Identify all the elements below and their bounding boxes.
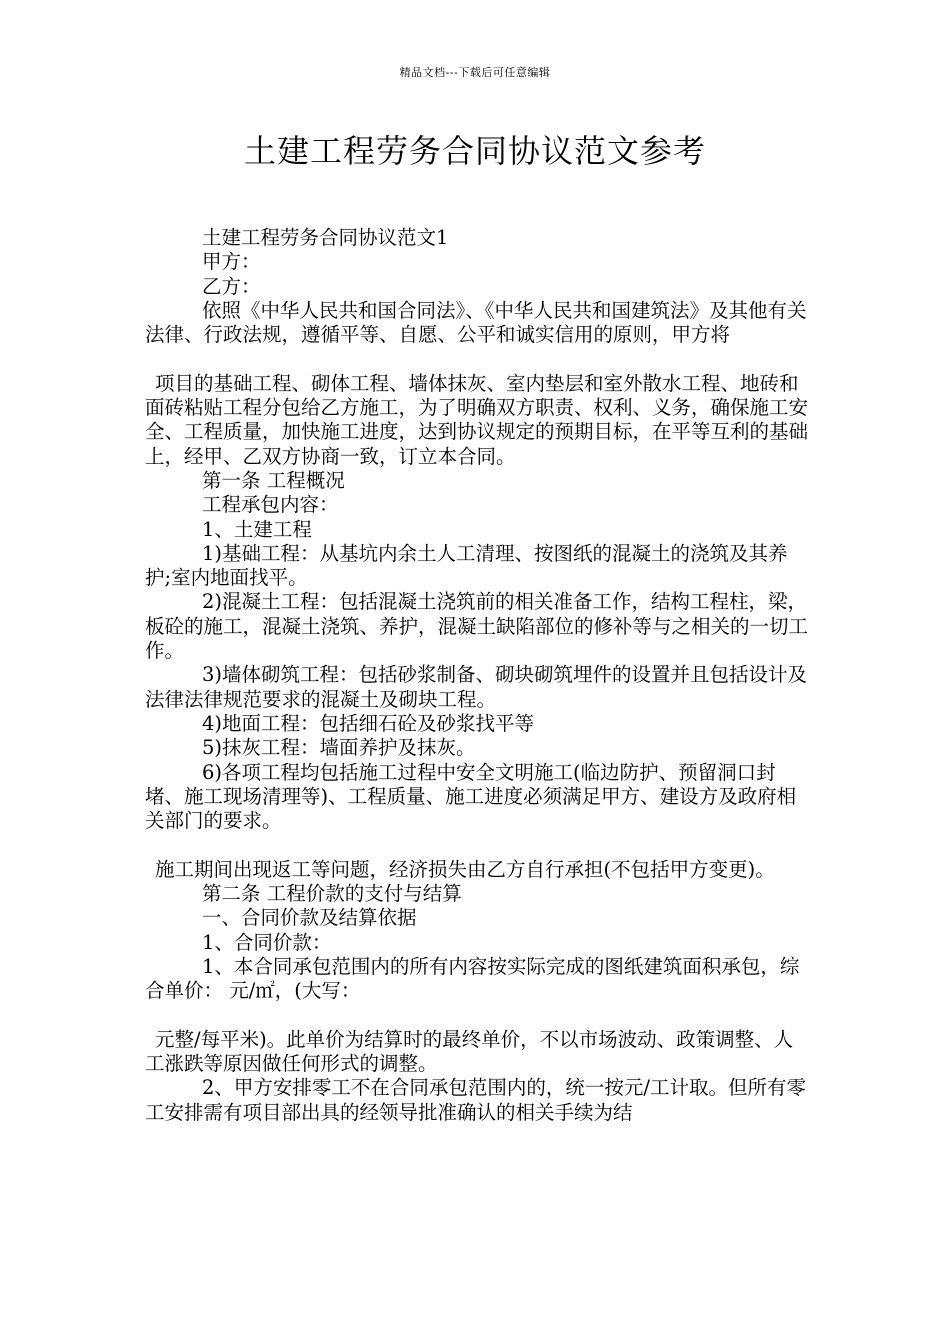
paragraph: 一、合同价款及结算依据	[202, 906, 417, 930]
paragraph: 1、土建工程	[202, 517, 312, 541]
paragraph: 1)基础工程：从基坑内余土人工清理、按图纸的混凝土的浇筑及其养护;室内地面找平。	[145, 541, 788, 590]
document-title: 土建工程劳务合同协议范文参考	[243, 132, 706, 170]
paragraph: 依照《中华人民共和国合同法》、《中华人民共和国建筑法》及其他有关法律、行政法规，遵循平等、自愿、公平和诚实信用的原则，甲方将	[145, 298, 807, 347]
paragraph: 土建工程劳务合同协议范文1	[202, 226, 449, 249]
paragraph: 4)地面工程：包括细石砼及砂浆找平等	[202, 711, 535, 735]
paragraph: 2)混凝土工程：包括混凝土浇筑前的相关准备工作，结构工程柱，梁，板砼的施工，混凝土浇筑、养护，混凝土缺陷部位的修补等与之相关的一切工作。	[145, 590, 809, 663]
paragraph: 乙方：	[202, 274, 261, 298]
header-note: 精品文档---下载后可任意编辑	[399, 66, 551, 79]
paragraph: 1、合同价款：	[202, 930, 332, 954]
section-heading: 第一条 工程概况	[202, 468, 345, 492]
paragraph: 5)抹灰工程：墙面养护及抹灰。	[202, 736, 476, 760]
paragraph: 6)各项工程均包括施工过程中安全文明施工(临边防护、预留洞口封堵、施工现场清理等)、工程质量、施工进度必须满足甲方、建设方及政府相关部门的要求。	[145, 760, 797, 833]
paragraph: 1、本合同承包范围内的所有内容按实际完成的图纸建筑面积承包，综合单价： 元/㎡，(大写：	[145, 954, 800, 1003]
paragraph: 施工期间出现返工等问题，经济损失由乙方自行承担(不包括甲方变更)。	[155, 857, 775, 881]
document-body	[145, 226, 810, 1125]
paragraph: 2、甲方安排零工不在合同承包范围内的，统一按元/工计取。但所有零工安排需有项目部出具的经领导批准确认的相关手续为结	[145, 1076, 806, 1124]
paragraph: 甲方：	[202, 250, 261, 274]
paragraph: 项目的基础工程、砌体工程、墙体抹灰、室内垫层和室外散水工程、地砖和面砖粘贴工程分包给乙方施工，为了明确双方职责、权利、义务，确保施工安全、工程质量，加快施工进度，达到协议规定的预期目标，在平等互利的基础上，经甲、乙双方协商一致，订立本合同。	[145, 371, 809, 468]
paragraph: 元整/每平米)。此单价为结算时的最终单价，不以市场波动、政策调整、人工涨跌等原因做任何形式的调整。	[145, 1027, 794, 1076]
paragraph: 工程承包内容：	[202, 493, 339, 517]
section-heading: 第二条 工程价款的支付与结算	[202, 882, 462, 906]
paragraph: 3)墙体砌筑工程：包括砂浆制备、砌块砌筑埋件的设置并且包括设计及法律法律规范要求的混凝土及砌块工程。	[145, 663, 808, 711]
